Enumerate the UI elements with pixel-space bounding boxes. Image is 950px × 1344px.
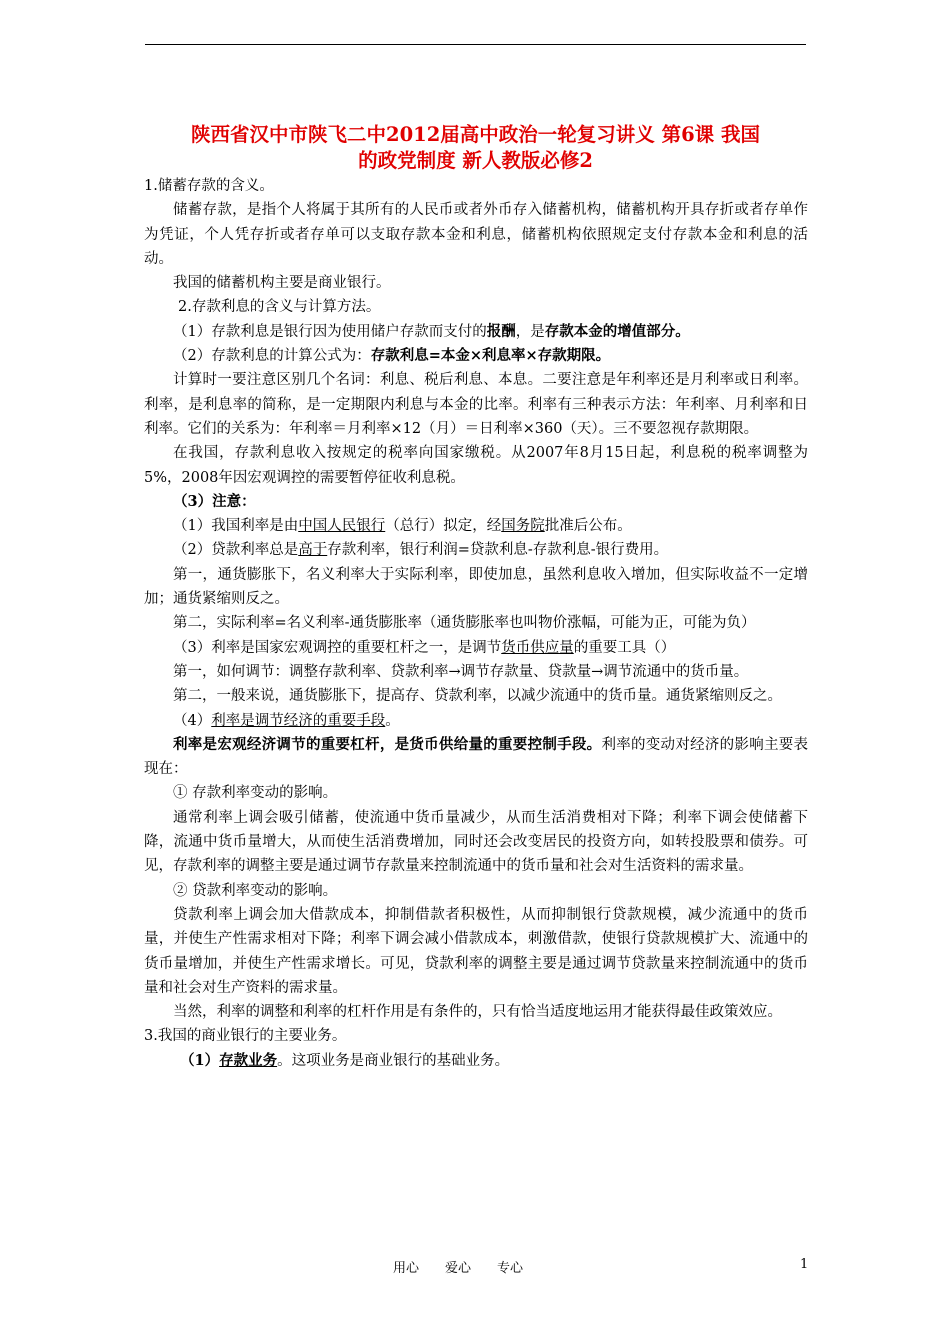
paragraph: 计算时一要注意区别几个名词：利息、税后利息、本息。二要注意是年利率还是月利率或日利率。利率，是利息率的简称，是一定期限内利息与本金的比率。利率有三种表示方法：年利率、月利率和日利率。它们的关系为：年利率＝月利率×12（月）＝日利率×360（天）。三不要忽视存款期限。 [144,372,808,437]
paragraph: 当然，利率的调整和利率的杠杆作用是有条件的，只有恰当适度地运用才能获得最佳政策效应。 [173,1004,782,1021]
paragraph: 第一，如何调节：调整存款利率、贷款利率→调节存款量、贷款量→调节流通中的货币量。 [173,663,749,680]
paragraph: 利率是宏观经济调节的重要杠杆，是货币供给量的重要控制手段。利率的变动对经济的影响主要表现在： [144,735,809,778]
list-item: （2）存款利息的计算公式为：存款利息=本金×利息率×存款期限。 [173,347,611,365]
paragraph: 我国的储蓄机构主要是商业银行。 [173,275,391,292]
list-item: （1）我国利率是由中国人民银行（总行）拟定，经国务院批准后公布。 [173,518,632,535]
section-3-heading: 3.我国的商业银行的主要业务。 [144,1028,347,1045]
section-2-heading: 2.存款利息的含义与计算方法。 [178,299,381,316]
paragraph: 贷款利率上调会加大借款成本，抑制借款者积极性，从而抑制银行贷款规模，减少流通中的货币量，并使生产性需求相对下降；利率下调会减小借款成本，刺激借款，使银行贷款规模扩大、流通中的货币量增加，并使生产性需求增长。可见，贷款利率的调整主要是通过调节贷款量来控制流通中的货币量和社会对生产资料的需求量。 [144,906,808,996]
paragraph: 储蓄存款，是指个人将属于其所有的人民币或者外币存入储蓄机构，储蓄机构开具存折或者存单作为凭证，个人凭存折或者存单可以支取存款本金和利息，储蓄机构依照规定支付存款本金和利息的活动。 [144,202,808,267]
section-1-heading: 1.储蓄存款的含义。 [144,178,274,194]
list-item: （4）利率是调节经济的重要手段。 [173,712,400,729]
footer-word: 爱心 [445,1261,472,1276]
paragraph: 在我国，存款利息收入按规定的税率向国家缴税。从2007年8月15日起，利息税的税率调整为5%，2008年因宏观调控的需要暂停征收利息税。 [144,445,808,486]
paragraph: 通常利率上调会吸引储蓄，使流通中货币量减少，从而生活消费相对下降；利率下调会使储蓄下降，流通中货币量增大，从而使生活消费增加，同时还会改变居民的投资方向，如转投股票和债券。可见，存款利率的调整主要是通过调节存款量来控制流通中的货币量和社会对生活资料的需求量。 [144,809,808,875]
footer-word: 专心 [497,1261,524,1276]
paragraph: 第二，一般来说，通货膨胀下，提高存、贷款利率，以减少流通中的货币量。通货紧缩则反之。 [173,688,782,705]
document-body [144,174,808,1073]
sub-heading: ② 贷款利率变动的影响。 [173,882,338,899]
paragraph: 第一，通货膨胀下，名义利率大于实际利率，即使加息，虽然利息收入增加，但实际收益不一定增加；通货紧缩则反之。 [144,566,808,608]
page-number: 1 [800,1257,809,1272]
title-line-2: 的政党制度 新人教版必修2 [358,149,593,172]
note-heading: （3）注意： [173,492,256,510]
header-rule [145,44,806,45]
title-line-1: 陕西省汉中市陕飞二中2012届高中政治一轮复习讲义 第6课 我国 [191,123,760,146]
list-item: （1）存款业务。这项业务是商业银行的基础业务。 [180,1051,510,1069]
footer-word: 用心 [393,1261,420,1276]
page-footer [0,1257,950,1277]
paragraph: 第二，实际利率=名义利率-通货膨胀率（通货膨胀率也叫物价涨幅，可能为正，可能为负） [173,615,756,632]
list-item: （2）贷款利率总是高于存款利率，银行利润=贷款利息-存款利息-银行费用。 [173,542,669,559]
sub-heading: ① 存款利率变动的影响。 [173,785,338,802]
list-item: （1）存款利息是银行因为使用储户存款而支付的报酬，是存款本金的增值部分。 [173,322,690,340]
document-title [140,122,811,174]
footer-motto [393,1257,549,1276]
list-item: （3）利率是国家宏观调控的重要杠杆之一，是调节货币供应量的重要工具（） [173,639,676,656]
